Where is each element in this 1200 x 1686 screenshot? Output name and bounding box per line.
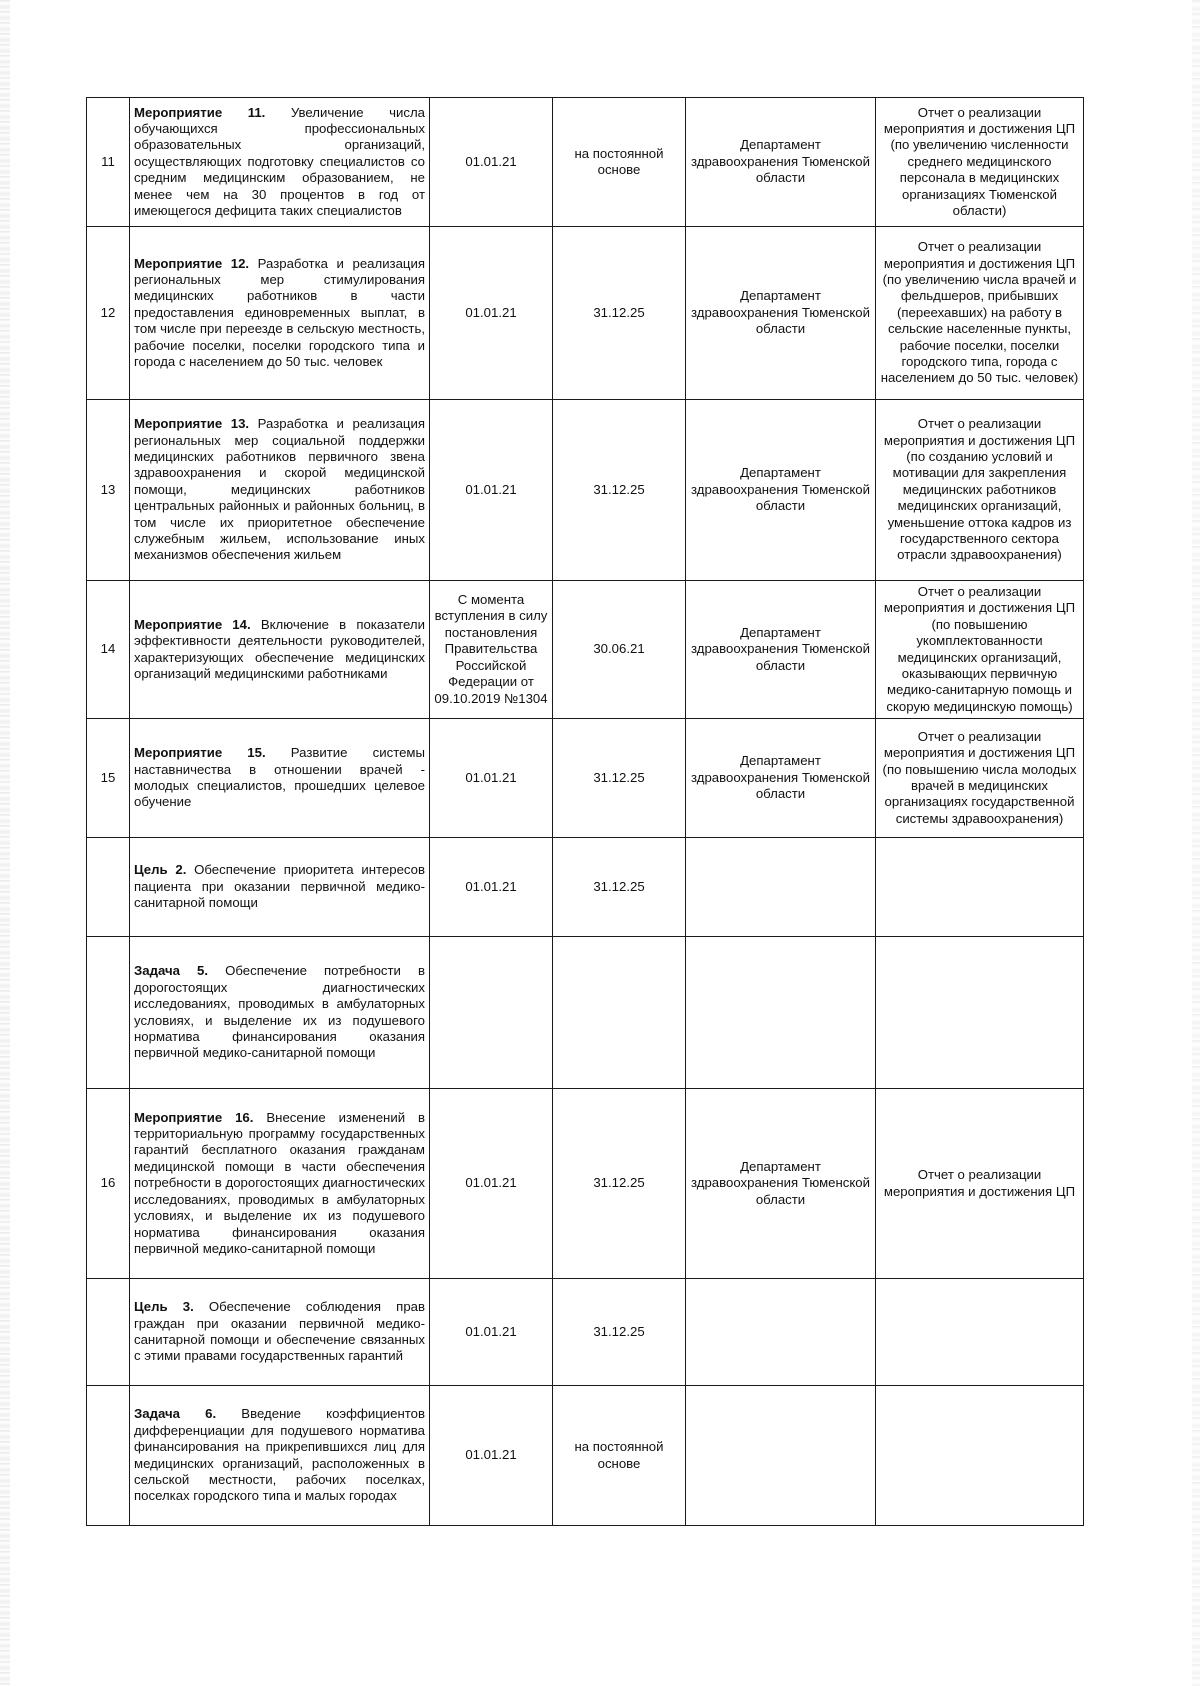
item-label: Цель 2. (134, 862, 187, 878)
row-start-date: 01.01.21 (430, 838, 553, 937)
table-row (87, 227, 1084, 400)
row-description (130, 1279, 430, 1386)
row-responsible: Департамент здравоохранения Тюменской области (686, 400, 876, 581)
row-description (130, 227, 430, 400)
row-description (130, 1386, 430, 1526)
table-row (87, 937, 1084, 1089)
row-end-date: 31.12.25 (553, 838, 686, 937)
row-result: Отчет о реализации мероприятия и достижения ЦП (по увеличению числа врачей и фельдшеров, прибывших (переехавших) на работу в сельские населенные пункты, рабочие поселки, поселки городского типа, города с населением до 50 тыс. человек) (876, 227, 1084, 400)
item-label: Мероприятие 13. (134, 416, 250, 432)
row-number: 12 (87, 227, 130, 400)
row-start-date (430, 937, 553, 1089)
item-text: Увеличение числа обучающихся профессиональных образовательных организаций, осуществляющих подготовку специалистов со средним медицинским образованием, не менее чем на 30 процентов в год от имеющегося дефицита таких специалистов (134, 104, 425, 219)
table-body (87, 98, 1084, 1526)
row-result: Отчет о реализации мероприятия и достижения ЦП (по повышению укомплектованности медицинских организаций, оказывающих первичную медико-санитарную помощь и скорую медицинскую помощь) (876, 581, 1084, 719)
row-result (876, 838, 1084, 937)
table-row (87, 400, 1084, 581)
table-row (87, 1089, 1084, 1279)
item-label: Цель 3. (134, 1299, 194, 1315)
row-responsible (686, 838, 876, 937)
item-text: Обеспечение потребности в дорогостоящих диагностических исследованиях, проводимых в амбулаторных условиях, и выделение их из подушевого норматива финансирования оказания первичной медико-санитарной помощи (134, 963, 425, 1061)
row-number (87, 1279, 130, 1386)
row-number: 16 (87, 1089, 130, 1279)
row-end-date: 31.12.25 (553, 719, 686, 838)
row-end-date: 31.12.25 (553, 227, 686, 400)
row-end-date (553, 937, 686, 1089)
row-start-date: 01.01.21 (430, 1279, 553, 1386)
row-responsible: Департамент здравоохранения Тюменской области (686, 227, 876, 400)
row-responsible (686, 1279, 876, 1386)
row-number (87, 937, 130, 1089)
item-label: Мероприятие 16. (134, 1109, 254, 1125)
row-start-date: 01.01.21 (430, 719, 553, 838)
item-text: Разработка и реализация региональных мер стимулирования медицинских работников в части предоставления единовременных выплат, в том числе при переезде в сельскую местность, рабочие поселки, поселки городского типа и города с населением до 50 тыс. человек (134, 255, 425, 370)
item-text: Внесение изменений в территориальную программу государственных гарантий бесплатного оказания гражданам медицинской помощи в части обеспечения потребности в дорогостоящих диагностических исследованиях, проводимых в амбулаторных условиях, и выделение их из подушевого норматива финансирования оказания первичной медико-санитарной помощи (134, 1109, 425, 1256)
row-number (87, 1386, 130, 1526)
row-result (876, 937, 1084, 1089)
item-text: Обеспечение приоритета интересов пациента при оказании первичной медико-санитарной помощи (134, 862, 425, 911)
row-responsible: Департамент здравоохранения Тюменской области (686, 719, 876, 838)
row-result: Отчет о реализации мероприятия и достижения ЦП (876, 1089, 1084, 1279)
table-row (87, 719, 1084, 838)
item-text: Введение коэффициентов дифференциации для подушевого норматива финансирования на прикрепившихся лиц для медицинских организаций, расположенных в сельской местности, рабочих поселках, поселках городского типа и малых городах (134, 1406, 425, 1504)
row-end-date: 31.12.25 (553, 1089, 686, 1279)
row-end-date: на постоянной основе (553, 98, 686, 227)
row-end-date: на постоянной основе (553, 1386, 686, 1526)
row-number: 15 (87, 719, 130, 838)
row-result: Отчет о реализации мероприятия и достижения ЦП (по повышению числа молодых врачей в медицинских организациях государственной системы здравоохранения) (876, 719, 1084, 838)
item-label: Мероприятие 12. (134, 255, 250, 271)
table-row (87, 581, 1084, 719)
row-responsible: Департамент здравоохранения Тюменской области (686, 1089, 876, 1279)
row-end-date: 30.06.21 (553, 581, 686, 719)
scan-edge-right (1192, 0, 1200, 1686)
table-row (87, 838, 1084, 937)
row-start-date: 01.01.21 (430, 227, 553, 400)
item-label: Задача 6. (134, 1406, 217, 1422)
measures-table (86, 97, 1084, 1526)
row-description (130, 581, 430, 719)
item-text: Разработка и реализация региональных мер социальной поддержки медицинских работников первичного звена здравоохранения и скорой медицинской помощи, медицинских работников центральных районных и районных больниц, в том числе их приоритетное обеспечение служебным жильем, использование иных механизмов обеспечения жильем (134, 416, 425, 563)
item-label: Мероприятие 15. (134, 745, 266, 761)
item-label: Задача 5. (134, 963, 209, 979)
row-number: 13 (87, 400, 130, 581)
row-start-date: 01.01.21 (430, 1089, 553, 1279)
row-result (876, 1386, 1084, 1526)
row-responsible: Департамент здравоохранения Тюменской области (686, 98, 876, 227)
scan-edge-left (0, 0, 10, 1686)
table-row (87, 98, 1084, 227)
row-description (130, 98, 430, 227)
item-text: Включение в показатели эффективности деятельности руководителей, характеризующих обеспечение медицинских организаций медицинскими работниками (134, 616, 425, 681)
row-number: 14 (87, 581, 130, 719)
row-start-date: 01.01.21 (430, 98, 553, 227)
row-responsible (686, 1386, 876, 1526)
table-row (87, 1386, 1084, 1526)
row-result (876, 1279, 1084, 1386)
row-number (87, 838, 130, 937)
row-number: 11 (87, 98, 130, 227)
row-result: Отчет о реализации мероприятия и достижения ЦП (по увеличению численности среднего медицинского персонала в медицинских организациях Тюменской области) (876, 98, 1084, 227)
row-end-date: 31.12.25 (553, 400, 686, 581)
row-end-date: 31.12.25 (553, 1279, 686, 1386)
item-label: Мероприятие 11. (134, 104, 266, 120)
row-start-date: 01.01.21 (430, 1386, 553, 1526)
row-description (130, 719, 430, 838)
row-responsible: Департамент здравоохранения Тюменской области (686, 581, 876, 719)
row-responsible (686, 937, 876, 1089)
item-label: Мероприятие 14. (134, 616, 251, 632)
row-description (130, 400, 430, 581)
row-description (130, 937, 430, 1089)
row-description (130, 1089, 430, 1279)
row-result: Отчет о реализации мероприятия и достижения ЦП (по созданию условий и мотивации для закрепления медицинских работников медицинских организаций, уменьшение оттока кадров из государственного сектора отрасли здравоохранения) (876, 400, 1084, 581)
table-row (87, 1279, 1084, 1386)
item-text: Обеспечение соблюдения прав граждан при оказании первичной медико-санитарной помощи и обеспечение связанных с этими правами государственных гарантий (134, 1299, 425, 1364)
row-description (130, 838, 430, 937)
row-start-date: 01.01.21 (430, 400, 553, 581)
item-text: Развитие системы наставничества в отношении врачей - молодых специалистов, прошедших целевое обучение (134, 745, 425, 810)
row-start-date: С момента вступления в силу постановления Правительства Российской Федерации от 09.10.2019 №1304 (430, 581, 553, 719)
